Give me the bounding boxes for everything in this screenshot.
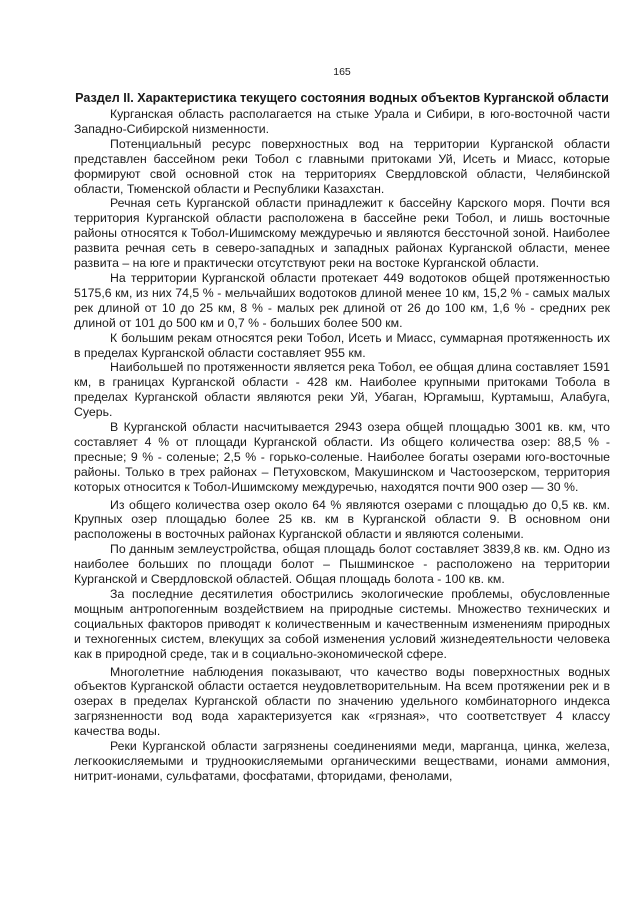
paragraph: К большим рекам относятся реки Тобол, Исеть и Миасс, суммарная протяженность их в пределах Курганской области составляет 955 км. xyxy=(74,330,610,360)
paragraph: Наибольшей по протяженности является река Тобол, ее общая длина составляет 1591 км, в границах Курганской области - 428 км. Наиболее крупными притоками Тобола в пределах Курганской области являются реки Уй, Убаган, Юргамыш, Куртамыш, Алабуга, Суерь. xyxy=(74,360,610,420)
section-title: Раздел II. Характеристика текущего состояния водных объектов Курганской области xyxy=(75,91,609,105)
paragraph: Многолетние наблюдения показывают, что качество воды поверхностных водных объектов Курганской области остается неудовлетворительным. На всем протяжении рек и в озерах в пределах Курганской области по значению удельного комбинаторного индекса загрязненности вод вода характеризуется как «грязная», что соответствует 4 классу качества воды. xyxy=(74,664,610,739)
paragraph: В Курганской области насчитывается 2943 озера общей площадью 3001 кв. км, что составляет 4 % от площади Курганской области. Из общего количества озер: 88,5 % - пресные; 9 % - соленые; 2,5 % - горько-соленые. Наиболее богаты озерами юго-восточные районы. Только в трех районах – Петуховском, Макушинском и Частоозерском, территория которых относится к Тобол-Ишимскому междуречью, находятся почти 900 озер — 30 %. xyxy=(74,420,610,494)
paragraph: За последние десятилетия обострились экологические проблемы, обусловленные мощным антропогенным воздействием на природные системы. Множество технических и социальных факторов приводят к количественным и качественным изменениям природных и техногенных систем, влекущих за собой изменения условий жизнедеятельности человека как в природной среде, так и в социально-экономической сфере. xyxy=(74,587,610,661)
paragraph: Из общего количества озер около 64 % являются озерами с площадью до 0,5 кв. км. Крупных озер площадью более 25 кв. км в Курганской области 9. В основном они расположены в восточных районах Курганской области и являются солеными. xyxy=(74,497,610,542)
document-page xyxy=(74,66,610,784)
document-body xyxy=(74,107,610,784)
paragraph: Речная сеть Курганской области принадлежит к бассейну Карского моря. Почти вся территория Курганской области расположена в бассейне реки Тобол, и лишь восточные районы относятся к Тобол-Ишимскому междуречью и являются бессточной зоной. Наиболее развита речная сеть в северо-западных и западных районах Курганской области, менее развита – на юге и практически отсутствуют реки на востоке Курганской области. xyxy=(74,196,610,271)
page-number: 165 xyxy=(333,66,351,78)
paragraph: Курганская область располагается на стыке Урала и Сибири, в юго-восточной части Западно-Сибирской низменности. xyxy=(74,107,610,136)
paragraph: Реки Курганской области загрязнены соединениями меди, марганца, цинка, железа, легкоокисляемыми и трудноокисляемыми органическими веществами, ионами аммония, нитрит-ионами, сульфатами, фосфатами, фторидами, фенолами, xyxy=(74,739,610,783)
paragraph: Потенциальный ресурс поверхностных вод на территории Курганской области представлен бассейном реки Тобол с главными притоками Уй, Исеть и Миасс, которые формируют свой основной сток на территориях Свердловской области, Челябинской области, Тюменской области и Республики Казахстан. xyxy=(74,136,610,196)
paragraph: По данным землеустройства, общая площадь болот составляет 3839,8 кв. км. Одно из наиболее больших по площади болот – Пышминское - расположено на территории Курганской и Свердловской областей. Общая площадь болота - 100 кв. км. xyxy=(74,542,610,587)
paragraph: На территории Курганской области протекает 449 водотоков общей протяженностью 5175,6 км, из них 74,5 % - мельчайших водотоков длиной менее 10 км, 15,2 % - самых малых рек длиной от 10 до 25 км, 8 % - малых рек длиной от 26 до 100 км, 1,6 % - средних рек длиной от 101 до 500 км и 0,7 % - больших более 500 км. xyxy=(74,270,610,330)
